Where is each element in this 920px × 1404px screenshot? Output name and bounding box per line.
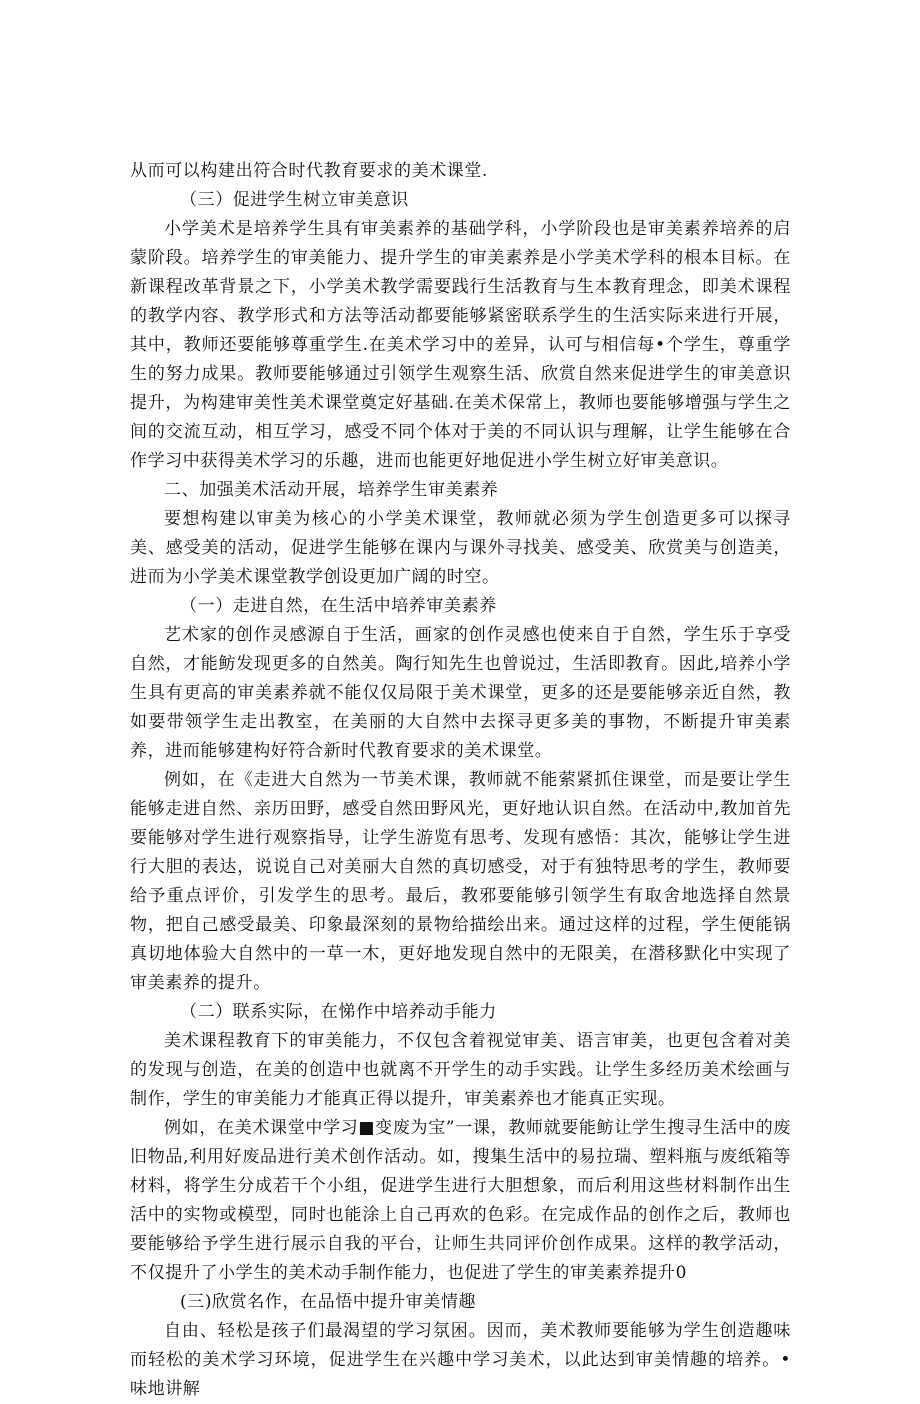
section-heading-2-1: （一）走进自然，在生活中培养审美素养 bbox=[180, 596, 497, 616]
paragraph: 美术课程教育下的审美能力，不仅包含着视觉审美、语言审美，也更包含着对美的发现与创造，在美的创造中也就离不开学生的动手实践。让学生多经历美术绘画与制作，学生的审美能力才能真正得以提升，审美素养也才能真正实现。 bbox=[130, 1031, 791, 1109]
section-heading-2-2: （二）联系实际，在悌作中培养动手能力 bbox=[180, 1002, 497, 1022]
paragraph: 例如，在美术课堂中学习■变废为宝”一课，教师就要能鲂让学生搜寻生活中的废旧物品,利用好废品进行美术创作活动。如，搜集生活中的易拉瑞、塑料瓶与废纸箱等材料，将学生分成若干个小组，促进学生进行大胆想象，而后利用这些材料制作出生活中的实物或模型，同时也能涂上自己再欢的色彩。在完成作品的创作之后，教师也要能够给予学生进行展示自我的平台，让师生共同评价创作成果。这样的教学活动，不仅提升了小学生的美术动手制作能力，也促进了学生的审美素养提升0 bbox=[130, 1118, 791, 1283]
document-body bbox=[130, 157, 791, 1404]
section-heading-3: （三）促进学生树立审美意识 bbox=[180, 190, 409, 210]
paragraph: 例如，在《走进大自然为一节美术课，教师就不能萦紧抓住课堂，而是要让学生能够走进自然、亲历田野，感受自然田野风光，更好地认识自然。在活动中,教加首先要能够对学生进行观察指导，让学生游览有思考、发现有感悟：其次，能够让学生进行大胆的表达，说说自己对美丽大自然的真切感受，对于有独特思考的学生，教师要给予重点评价，引发学生的思考。最后，教邪要能够引领学生有取舍地选择自然景物，把自己感受最美、印象最深刻的景物给描绘出来。通过这样的过程，学生便能锅真切地体验大自然中的一草一木，更好地发现自然中的无限美，在潜移默化中实现了审美素养的提升。 bbox=[130, 770, 791, 993]
paragraph: 自由、轻松是孩子们最渴望的学习氛困。因而，美术教师要能够为学生创造趣味而轻松的美术学习环境，促进学生在兴趣中学习美术，以此达到审美情趣的培养。•味地讲解 bbox=[130, 1321, 791, 1399]
paragraph: 小学美术是培养学生具有审美素养的基础学科，小学阶段也是审美素养培养的启蒙阶段。培养学生的审美能力、提升学生的审美素养是小学美术学科的根本目标。在新课程改革背景之下，小学美术教学需要践行生活教育与生本教育理念，即美术课程的教学内容、教学形式和方法等活动都要能够紧密联系学生的生活实际来进行开展，其中，教师还要能够尊重学生.在美术学习中的差异，认可与相信每•个学生，尊重学生的努力成果。教师要能够通过引领学生观察生活、欣赏自然来促进学生的审美意识提升，为构建审美性美术课堂奠定好基础.在美术保常上，教师也要能够增强与学生之间的交流互动，相互学习，感受不同个体对于美的不同认识与理解，让学生能够在合作学习中获得美术学习的乐趣，进而也能更好地促进小学生树立好审美意识。 bbox=[130, 219, 791, 471]
paragraph-continuation: 从而可以构建出符合时代教育要求的美术课堂. bbox=[130, 161, 489, 181]
paragraph: 艺术家的创作灵感源自于生活，画家的创作灵感也使来自于自然，学生乐于享受自然，才能鲂发现更多的自然美。陶行知先生也曾说过，生活即教育。因此,培养小学生具有更高的审美素养就不能仅仅局限于美术课堂，更多的还是要能够亲近自然，教如要带领学生走出教室，在美丽的大自然中去探寻更多美的事物，不断提升审美素养，进而能够建构好符合新时代教育要求的美术课堂。 bbox=[130, 625, 791, 761]
paragraph: 要想构建以审美为核心的小学美术课堂，教师就必须为学生创造更多可以探寻美、感受美的活动，促进学生能够在课内与课外寻找美、感受美、欣赏美与创造美，进而为小学美术课堂教学创设更加广阔的时空。 bbox=[130, 509, 791, 587]
section-heading-2-3: (三)欣赏名作，在品悟中提升审美情趣 bbox=[180, 1292, 477, 1312]
chapter-heading-2: 二、加强美术活动开展，培养学生审美素养 bbox=[164, 480, 499, 500]
